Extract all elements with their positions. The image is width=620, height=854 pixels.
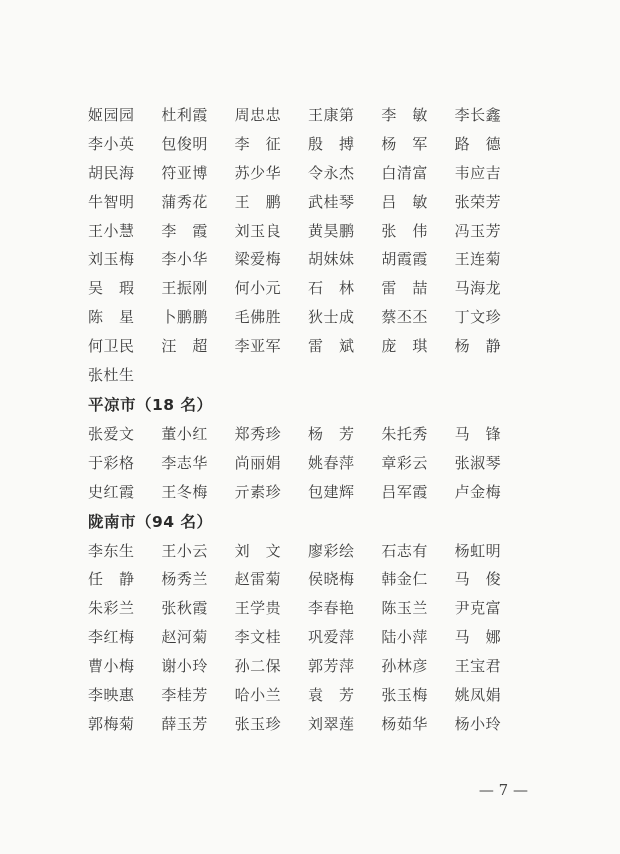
person-name: 李长鑫	[454, 105, 502, 124]
person-name: 郭芳萍	[307, 657, 355, 676]
person-name: 李 霞	[161, 221, 208, 240]
person-name: 何小元	[234, 279, 282, 298]
section-heading: 陇南市（94 名）	[88, 512, 213, 531]
person-name: 张荣芳	[454, 192, 502, 211]
person-name: 董小红	[161, 424, 208, 443]
person-name: 王康第	[307, 105, 355, 124]
person-name: 符亚博	[161, 163, 208, 182]
name-row	[88, 100, 528, 129]
person-name: 梁爱梅	[234, 250, 282, 269]
person-name: 王宝君	[454, 657, 502, 676]
person-name: 蒲秀花	[161, 192, 208, 211]
person-name: 冯玉芳	[454, 221, 502, 240]
person-name: 丁文珍	[454, 308, 502, 327]
person-name: 张秋霞	[161, 599, 208, 618]
person-name: 牛智明	[88, 192, 135, 211]
person-name: 李东生	[88, 541, 135, 560]
person-name: 何卫民	[88, 337, 135, 356]
person-name: 李志华	[161, 453, 208, 472]
person-name: 刘玉梅	[88, 250, 135, 269]
person-name: 郭梅菊	[88, 714, 135, 733]
person-name: 杨 静	[454, 337, 502, 356]
person-name: 姚凤娟	[454, 685, 502, 704]
person-name: 曹小梅	[88, 657, 135, 676]
person-name: 吕 敏	[381, 192, 428, 211]
name-row	[88, 709, 528, 738]
name-row	[88, 477, 528, 506]
person-name: 李 敏	[381, 105, 428, 124]
name-row	[88, 158, 528, 187]
name-row	[88, 564, 528, 593]
name-row	[88, 680, 528, 709]
person-name: 陈 星	[88, 308, 135, 327]
person-name: 杨茹华	[381, 714, 428, 733]
name-row	[88, 593, 528, 622]
person-name: 汪 超	[161, 337, 208, 356]
person-name: 殷 搏	[307, 134, 355, 153]
person-name: 苏少华	[234, 163, 282, 182]
person-name: 谢小玲	[161, 657, 208, 676]
person-name: 庞 琪	[381, 337, 428, 356]
person-name: 张玉珍	[234, 714, 282, 733]
person-name: 刘玉良	[234, 221, 282, 240]
person-name: 朱托秀	[381, 424, 428, 443]
person-name: 张杜生	[88, 365, 135, 384]
name-row	[88, 331, 528, 360]
person-name: 包俊明	[161, 134, 208, 153]
person-name: 胡妹妹	[307, 250, 355, 269]
name-row	[88, 622, 528, 651]
person-name: 马 锋	[454, 424, 502, 443]
person-name: 狄士成	[307, 308, 355, 327]
person-name: 包建辉	[307, 482, 355, 501]
name-row	[88, 536, 528, 565]
person-name: 刘 文	[234, 541, 282, 560]
person-name: 赵河菊	[161, 628, 208, 647]
name-row	[88, 187, 528, 216]
person-name: 李映惠	[88, 685, 135, 704]
name-row	[88, 216, 528, 245]
person-name: 王连菊	[454, 250, 502, 269]
name-list	[88, 100, 528, 738]
person-name: 陈玉兰	[381, 599, 428, 618]
person-name: 李小英	[88, 134, 135, 153]
person-name: 卢金梅	[454, 482, 502, 501]
person-name: 雷 斌	[307, 337, 355, 356]
name-row	[88, 651, 528, 680]
person-name: 于彩格	[88, 453, 135, 472]
person-name: 李小华	[161, 250, 208, 269]
person-name: 吴 瑕	[88, 279, 135, 298]
person-name: 李 征	[234, 134, 282, 153]
person-name: 王振刚	[161, 279, 208, 298]
person-name: 张 伟	[381, 221, 428, 240]
person-name: 史红霞	[88, 482, 135, 501]
person-name: 路 德	[454, 134, 502, 153]
person-name: 石 林	[307, 279, 355, 298]
name-row	[88, 448, 528, 477]
name-row	[88, 360, 528, 389]
person-name: 王冬梅	[161, 482, 208, 501]
person-name: 杨秀兰	[161, 570, 208, 589]
person-name: 章彩云	[381, 453, 428, 472]
person-name: 马 娜	[454, 628, 502, 647]
name-row	[88, 129, 528, 158]
person-name: 杨 芳	[307, 424, 355, 443]
person-name: 李文桂	[234, 628, 282, 647]
person-name: 张玉梅	[381, 685, 428, 704]
person-name: 李春艳	[307, 599, 355, 618]
person-name: 孙林彦	[381, 657, 428, 676]
person-name: 白清富	[381, 163, 428, 182]
person-name: 吕军霞	[381, 482, 428, 501]
person-name: 毛佛胜	[234, 308, 282, 327]
person-name: 雷 喆	[381, 279, 428, 298]
person-name: 韩金仁	[381, 570, 428, 589]
person-name: 蔡丕丕	[381, 308, 428, 327]
person-name: 刘翠莲	[307, 714, 355, 733]
name-row	[88, 419, 528, 448]
person-name: 石志有	[381, 541, 428, 560]
person-name: 李桂芳	[161, 685, 208, 704]
section-heading: 平凉市（18 名）	[88, 395, 213, 414]
person-name: 马海龙	[454, 279, 502, 298]
person-name: 巩爱萍	[307, 628, 355, 647]
person-name: 袁 芳	[307, 685, 355, 704]
person-name: 姚春萍	[307, 453, 355, 472]
person-name: 王小慧	[88, 221, 135, 240]
person-name: 马 俊	[454, 570, 502, 589]
person-name: 亓素珍	[234, 482, 282, 501]
name-row	[88, 302, 528, 331]
person-name: 胡民海	[88, 163, 135, 182]
person-name: 哈小兰	[234, 685, 282, 704]
person-name: 黄昊鹏	[307, 221, 355, 240]
name-row	[88, 273, 528, 302]
person-name: 杨虹明	[454, 541, 502, 560]
person-name: 王学贵	[234, 599, 282, 618]
person-name: 周忠忠	[234, 105, 282, 124]
person-name: 郑秀珍	[234, 424, 282, 443]
person-name: 李亚军	[234, 337, 282, 356]
person-name: 廖彩绘	[307, 541, 355, 560]
person-name: 孙二保	[234, 657, 282, 676]
person-name: 杜利霞	[161, 105, 208, 124]
person-name: 赵雷菊	[234, 570, 282, 589]
page-number: — 7 —	[478, 781, 528, 799]
person-name: 薛玉芳	[161, 714, 208, 733]
person-name: 侯晓梅	[307, 570, 355, 589]
person-name: 李红梅	[88, 628, 135, 647]
person-name: 杨 军	[381, 134, 428, 153]
person-name: 尹克富	[454, 599, 502, 618]
person-name: 武桂琴	[307, 192, 355, 211]
person-name: 任 静	[88, 570, 135, 589]
person-name: 王小云	[161, 541, 208, 560]
person-name: 胡霞霞	[381, 250, 428, 269]
person-name: 张爱文	[88, 424, 135, 443]
person-name: 韦应吉	[454, 163, 502, 182]
person-name: 令永杰	[307, 163, 355, 182]
person-name: 姬园园	[88, 105, 135, 124]
person-name: 杨小玲	[454, 714, 502, 733]
person-name: 王 鹏	[234, 192, 282, 211]
person-name: 尚丽娟	[234, 453, 282, 472]
person-name: 陆小萍	[381, 628, 428, 647]
name-row	[88, 244, 528, 273]
person-name: 张淑琴	[454, 453, 502, 472]
person-name: 卜鹏鹏	[161, 308, 208, 327]
person-name: 朱彩兰	[88, 599, 135, 618]
